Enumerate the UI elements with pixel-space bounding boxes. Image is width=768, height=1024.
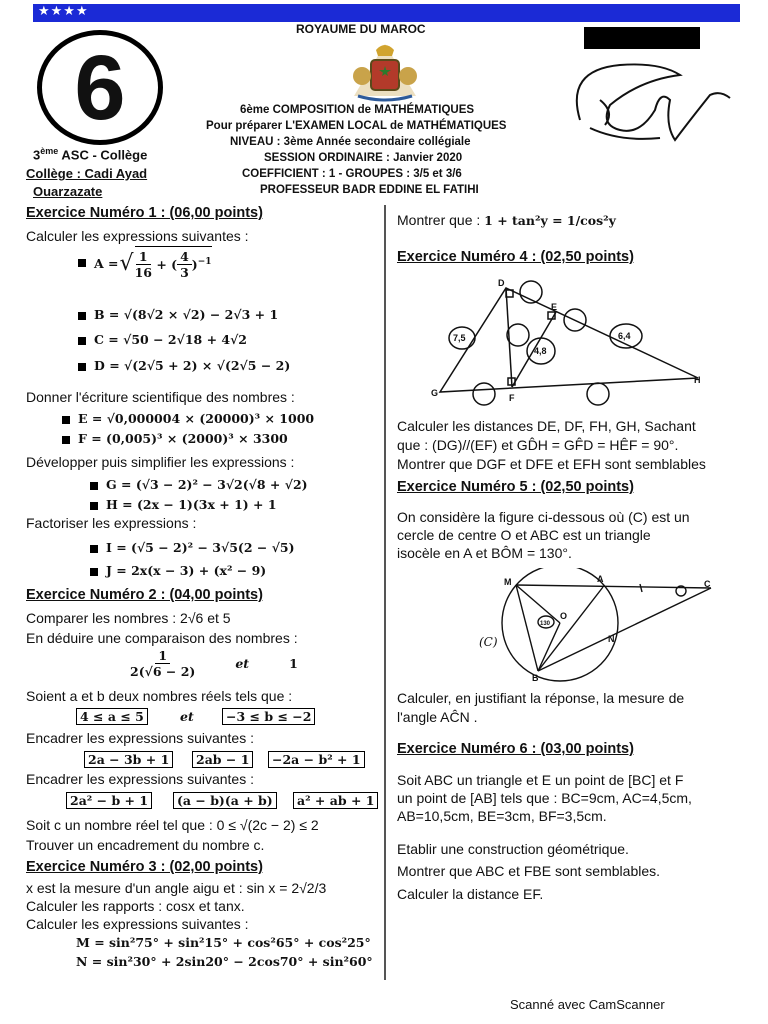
ex6-line-4: Etablir une construction géométrique. [397, 841, 629, 857]
signature [560, 50, 740, 160]
ex2-line-2: En déduire une comparaison des nombres : [26, 630, 298, 646]
label-F: F [509, 393, 515, 403]
label-circle: (C) [479, 635, 498, 649]
ex2-line-3: Soient a et b deux nombres réels tels que : [26, 688, 293, 704]
ex5-line-3: isocèle en A et BÔM = 130°. [397, 545, 572, 561]
header-line-6: PROFESSEUR BADR EDDINE EL FATIHI [260, 184, 479, 196]
ex1-title: Exercice Numéro 1 : (06,00 points) [26, 205, 263, 221]
scanner-watermark: Scanné avec CamScanner [510, 997, 665, 1012]
label-H: H [694, 375, 701, 385]
label-A: A [597, 574, 604, 584]
ex3-line-2: Calculer les rapports : cosx et tanx. [26, 898, 245, 914]
header-line-1: 6ème COMPOSITION de MATHÉMATIQUES [240, 104, 475, 116]
top-banner [33, 4, 740, 22]
ex2-line-1: Comparer les nombres : 2√6 et 5 [26, 610, 231, 626]
ex6-line-1: Soit ABC un triangle et E un point de [BC] et F [397, 772, 684, 788]
label-C: C [704, 579, 711, 589]
ex1-intro-1: Calculer les expressions suivantes : [26, 228, 249, 244]
expr-A: A = √ $\frac{1}{16}$ + ( $\frac{4}{3}$ )$^{-1}$ [78, 246, 212, 280]
ex2-compare-pair: $\frac{1}{2(√6 - 2)}$ et 1 [130, 648, 298, 679]
ex4-figure [420, 274, 720, 409]
ineq-et: et [180, 709, 194, 724]
ex1-intro-3: Développer puis simplifier les expressions : [26, 454, 295, 470]
ex2-line-5: Encadrer les expressions suivantes : [26, 771, 254, 787]
header-line-3: NIVEAU : 3ème Année secondaire collégiale [230, 136, 471, 148]
label-M: M [504, 577, 512, 587]
ex6-line-2: un point de [AB] tels que : BC=9cm, AC=4,5cm, [397, 790, 692, 806]
expr-I: I = (√5 − 2)² − 3√5(2 − √5) [90, 540, 295, 555]
exam-number-badge [37, 30, 163, 145]
ex5-line-5: l'angle AĈN . [397, 709, 478, 725]
college-label: Collège : Cadi Ayad [26, 166, 148, 181]
ex6-line-5: Montrer que ABC et FBE sont semblables. [397, 863, 661, 879]
ex2-line-7: Trouver un encadrement du nombre c. [26, 837, 265, 853]
ex5-line-1: On considère la figure ci-dessous où (C) est un [397, 509, 690, 525]
ex6-title: Exercice Numéro 6 : (03,00 points) [397, 741, 634, 757]
ex5-title: Exercice Numéro 5 : (02,50 points) [397, 479, 634, 495]
ex4-line-3: Montrer que DGF et DFE et EFH sont semblables [397, 456, 706, 472]
expr-J: J = 2x(x − 3) + (x² − 9) [90, 563, 266, 578]
ex3-line-3: Calculer les expressions suivantes : [26, 916, 249, 932]
ex1-intro-4: Factoriser les expressions : [26, 515, 197, 531]
expr-e2: 2ab − 1 [192, 752, 253, 767]
expr-e1: 2a − 3b + 1 [84, 752, 173, 767]
exam-number: 6 [74, 36, 126, 139]
ex4-title: Exercice Numéro 4 : (02,50 points) [397, 249, 634, 265]
ex3-continuation: Montrer que : 1 + tan²y = 1/cos²y [397, 212, 616, 228]
ex6-line-3: AB=10,5cm, BE=3cm, BF=3,5cm. [397, 808, 607, 824]
ineq-a: 4 ≤ a ≤ 5 [76, 709, 148, 724]
expr-D: D = √(2√5 + 2) × √(2√5 − 2) [78, 358, 290, 373]
ex5-line-2: cercle de centre O et ABC est un triangle [397, 527, 651, 543]
label-B: B [532, 673, 539, 683]
ex5-figure [476, 568, 726, 683]
expr-M: M = sin²75° + sin²15° + cos²65° + cos²25° [76, 935, 371, 950]
ineq-b: −3 ≤ b ≤ −2 [222, 709, 315, 724]
header-line-4: SESSION ORDINAIRE : Janvier 2020 [264, 152, 463, 164]
expr-N: N = sin²30° + 2sin20° − 2cos70° + sin²60° [76, 954, 373, 969]
ex3-line-1: x est la mesure d'un angle aigu et : sin x = 2√2/3 [26, 880, 327, 896]
label-G: G [431, 388, 439, 398]
expr-G: G = (√3 − 2)² − 3√2(√8 + √2) [90, 477, 308, 492]
expr-E: E = √0,000004 × (20000)³ × 1000 [62, 411, 314, 426]
city-label: Ouarzazate [33, 184, 103, 199]
label-ef: 4,8 [534, 346, 547, 356]
label-dg: 7,5 [453, 333, 466, 343]
label-N: N [608, 634, 615, 644]
expr-H: H = (2x − 1)(3x + 1) + 1 [90, 497, 277, 512]
ex5-line-4: Calculer, en justifiant la réponse, la mesure de [397, 690, 685, 706]
coat-of-arms-icon [344, 36, 426, 104]
redaction-box [584, 27, 700, 49]
ex2-line-4: Encadrer les expressions suivantes : [26, 730, 254, 746]
ex3-title: Exercice Numéro 3 : (02,00 points) [26, 859, 263, 875]
expr-e6: a² + ab + 1 [293, 793, 378, 808]
column-divider [384, 205, 386, 980]
label-E: E [551, 302, 558, 312]
expr-F: F = (0,005)³ × (2000)³ × 3300 [62, 431, 288, 446]
country-title: ROYAUME DU MAROC [296, 22, 426, 36]
expr-e4: 2a² − b + 1 [66, 793, 152, 808]
label-dh: 6,4 [618, 331, 631, 341]
expr-e5: (a − b)(a + b) [173, 793, 277, 808]
header-line-5: COEFFICIENT : 1 - GROUPES : 3/5 et 3/6 [242, 168, 462, 180]
ex2-title: Exercice Numéro 2 : (04,00 points) [26, 587, 263, 603]
ex1-intro-2: Donner l'écriture scientifique des nombres : [26, 389, 295, 405]
ex2-line-6: Soit c un nombre réel tel que : 0 ≤ √(2c − 2) ≤ 2 [26, 817, 319, 833]
stars: ★★★★ [38, 3, 89, 18]
level-label: 3ème ASC - Collège [33, 146, 148, 163]
expr-B: B = √(8√2 × √2) − 2√3 + 1 [78, 307, 278, 322]
label-O: O [560, 611, 568, 621]
ex4-line-2: que : (DG)//(EF) et GD̂H = GF̂D = HÊF = 90°. [397, 437, 679, 453]
label-angle: 130 [540, 621, 551, 627]
expr-C: C = √50 − 2√18 + 4√2 [78, 332, 247, 347]
expr-e3: −2a − b² + 1 [268, 752, 365, 767]
header-line-2: Pour préparer L'EXAMEN LOCAL de MATHÉMATIQUES [206, 120, 507, 132]
label-D: D [498, 278, 505, 288]
ex4-line-1: Calculer les distances DE, DF, FH, GH, Sachant [397, 418, 696, 434]
ex6-line-6: Calculer la distance EF. [397, 886, 544, 902]
